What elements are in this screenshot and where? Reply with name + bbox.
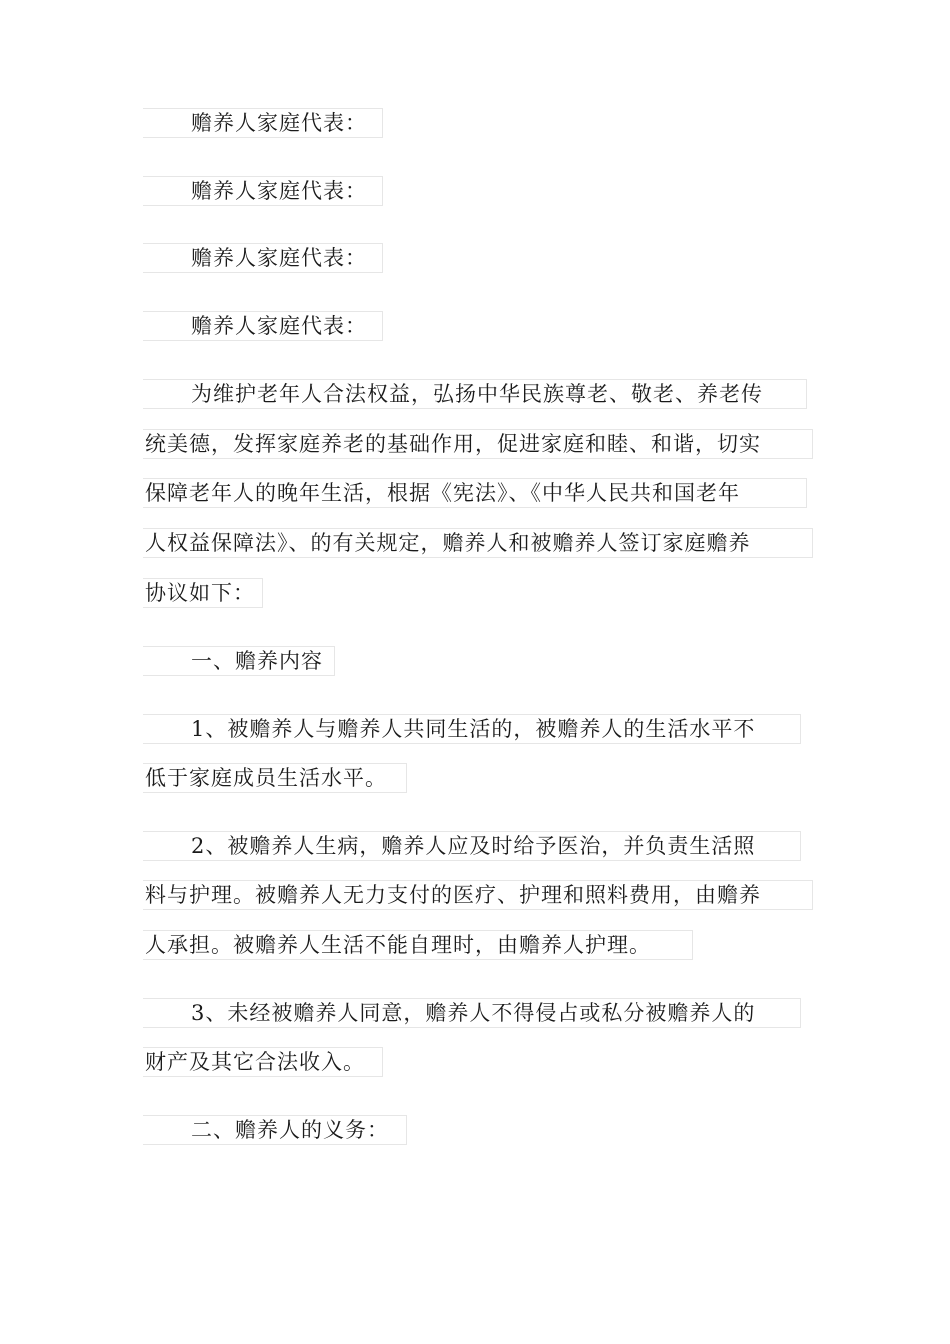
item-1-line-2: 低于家庭成员生活水平。 (143, 763, 407, 793)
signature-line-3: 赡养人家庭代表： (143, 243, 383, 273)
preamble-line-4: 人权益保障法》、的有关规定，赡养人和被赡养人签订家庭赡养 (143, 528, 813, 558)
item-1-line-1: 1、被赡养人与赡养人共同生活的，被赡养人的生活水平不 (143, 714, 801, 744)
signature-line-1: 赡养人家庭代表： (143, 108, 383, 138)
signature-line-4: 赡养人家庭代表： (143, 311, 383, 341)
preamble-line-1: 为维护老年人合法权益，弘扬中华民族尊老、敬老、养老传 (143, 379, 807, 409)
item-2-line-3: 人承担。被赡养人生活不能自理时，由赡养人护理。 (143, 930, 693, 960)
signature-line-2: 赡养人家庭代表： (143, 176, 383, 206)
section-2-heading: 二、赡养人的义务： (143, 1115, 407, 1145)
preamble-line-3: 保障老年人的晚年生活，根据《宪法》、《中华人民共和国老年 (143, 478, 807, 508)
section-1-heading: 一、赡养内容 (143, 646, 335, 676)
item-3-line-1: 3、未经被赡养人同意，赡养人不得侵占或私分被赡养人的 (143, 998, 801, 1028)
item-2-line-1: 2、被赡养人生病，赡养人应及时给予医治，并负责生活照 (143, 831, 801, 861)
item-3-line-2: 财产及其它合法收入。 (143, 1047, 383, 1077)
preamble-line-5: 协议如下： (143, 578, 263, 608)
preamble-line-2: 统美德，发挥家庭养老的基础作用，促进家庭和睦、和谐，切实 (143, 429, 813, 459)
item-2-line-2: 料与护理。被赡养人无力支付的医疗、护理和照料费用，由赡养 (143, 880, 813, 910)
